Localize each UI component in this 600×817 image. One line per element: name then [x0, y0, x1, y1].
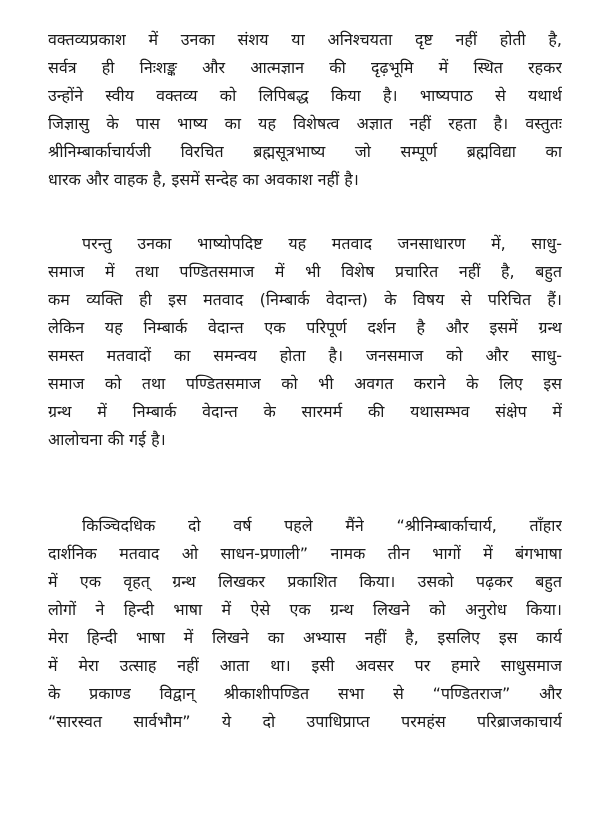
- text-line: लोगों ने हिन्दी भाषा में ऐसे एक ग्रन्थ लिखने को अनुरोध किया।: [48, 600, 562, 619]
- text-line: लेकिन यह निम्बार्क वेदान्त एक परिपूर्ण दर्शन है और इसमें ग्रन्थ: [48, 318, 562, 337]
- text-line: किञ्चिदधिक दो वर्ष पहले मैंने “श्रीनिम्बार्काचार्य, ताँहार: [82, 516, 562, 535]
- text-line: धारक और वाहक है, इसमें सन्देह का अवकाश नहीं है।: [48, 170, 359, 189]
- text-line: आलोचना की गई है।: [48, 430, 166, 449]
- text-line: समाज में तथा पण्डितसमाज में भी विशेष प्रचारित नहीं है, बहुत: [48, 262, 562, 281]
- text-line: दार्शनिक मतवाद ओ साधन-प्रणाली” नामक तीन भागों में बंगभाषा: [48, 544, 562, 563]
- text-line: सर्वत्र ही निःशङ्क और आत्मज्ञान की दृढ़भूमि में स्थित रहकर: [48, 58, 562, 77]
- text-line: “सारस्वत सार्वभौम” ये दो उपाधिप्राप्त परमहंस परिब्राजकाचार्य: [48, 712, 562, 731]
- text-line: श्रीनिम्बार्काचार्यजी विरचित ब्रह्मसूत्रभाष्य जो सम्पूर्ण ब्रह्मविद्या का: [48, 142, 562, 161]
- text-line: में एक वृहत् ग्रन्थ लिखकर प्रकाशित किया। उसको पढ़कर बहुत: [48, 572, 562, 591]
- text-line: उन्होंने स्वीय वक्तव्य को लिपिबद्ध किया है। भाष्यपाठ से यथार्थ: [48, 86, 562, 105]
- text-line: मेरा हिन्दी भाषा में लिखने का अभ्यास नहीं है, इसलिए इस कार्य: [48, 628, 562, 647]
- text-line: परन्तु उनका भाष्योपदिष्ट यह मतवाद जनसाधारण में, साधु-: [82, 234, 562, 253]
- text-line: वक्तव्यप्रकाश में उनका संशय या अनिश्चयता दृष्ट नहीं होती है,: [48, 30, 562, 49]
- text-line: समस्त मतवादों का समन्वय होता है। जनसमाज को और साधु-: [48, 346, 562, 365]
- text-line: के प्रकाण्ड विद्वान् श्रीकाशीपण्डित सभा से “पण्डितराज” और: [48, 684, 562, 703]
- text-line: जिज्ञासु के पास भाष्य का यह विशेषत्व अज्ञात नहीं रहता है। वस्तुतः: [48, 114, 562, 133]
- text-line: समाज को तथा पण्डितसमाज को भी अवगत कराने के लिए इस: [48, 374, 562, 393]
- text-line: में मेरा उत्साह नहीं आता था। इसी अवसर पर हमारे साधुसमाज: [48, 656, 562, 675]
- text-line: कम व्यक्ति ही इस मतवाद (निम्बार्क वेदान्त) के विषय से परिचित हैं।: [48, 290, 562, 309]
- text-line: ग्रन्थ में निम्बार्क वेदान्त के सारमर्म की यथासम्भव संक्षेप में: [48, 402, 562, 421]
